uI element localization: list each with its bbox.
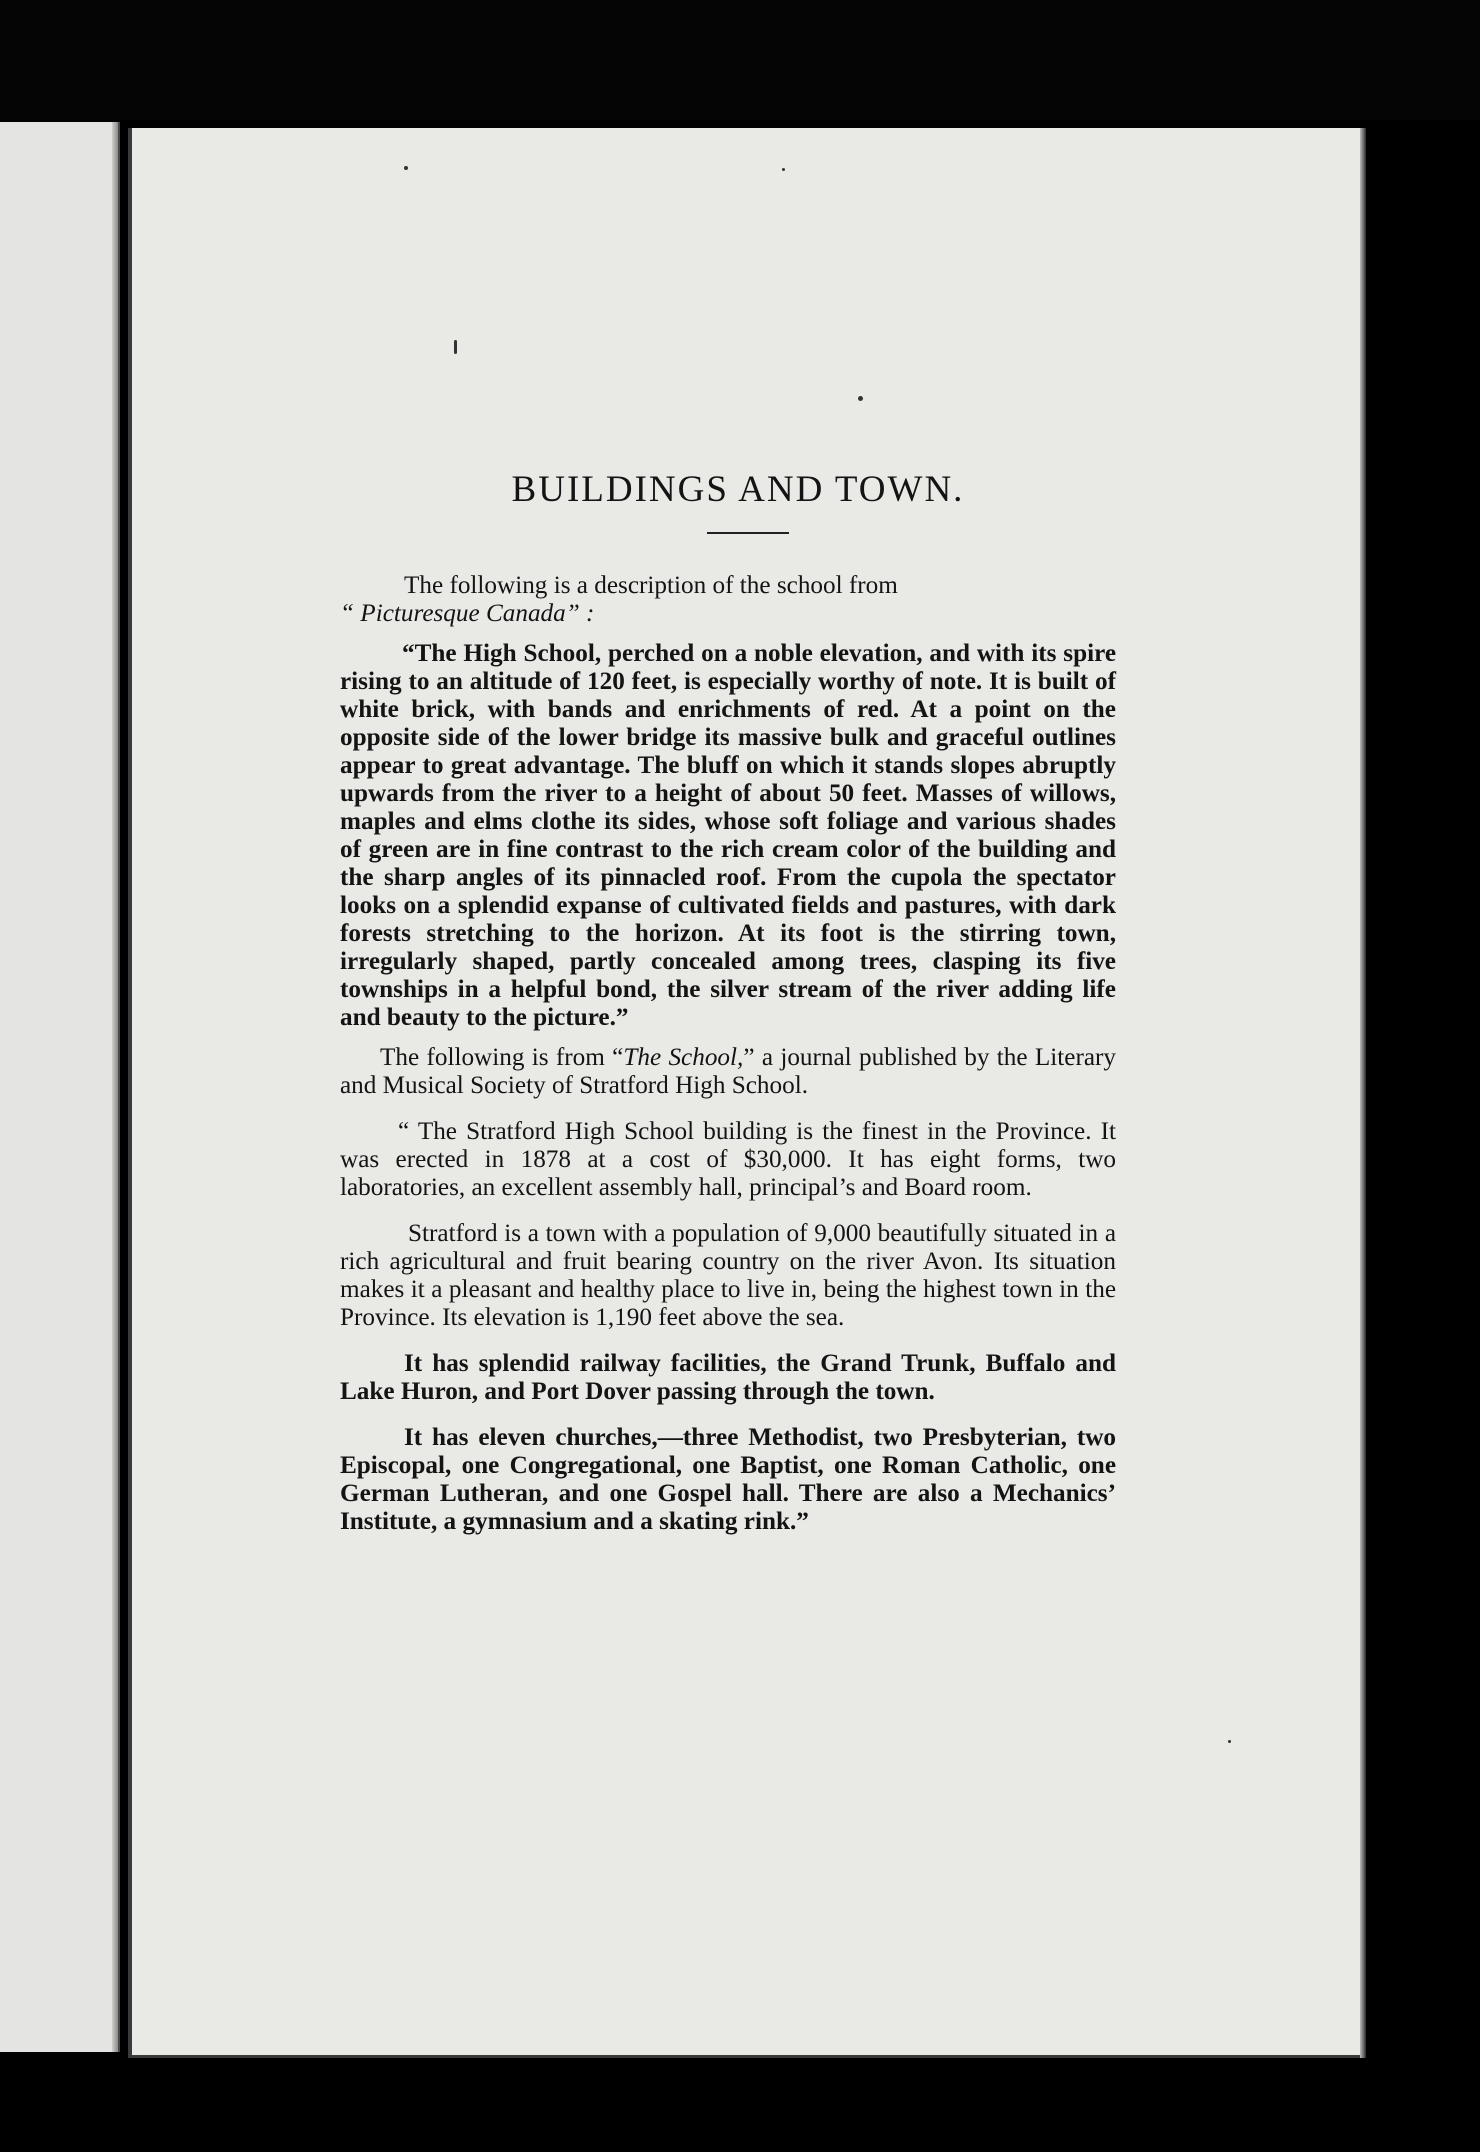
- print-speck: [858, 396, 863, 401]
- intro-text: The following is a description of the school from: [404, 572, 898, 599]
- page-body: [340, 468, 1116, 1536]
- scan-background: [0, 0, 1480, 120]
- school-building-paragraph: “ The Stratford High School building is the finest in the Province. It was erected in 1878 at a cost of $30,000. It has eight forms, two laboratories, an excellent assembly hall, principal’s and Board room.: [340, 1118, 1116, 1201]
- page-title: BUILDINGS AND TOWN.: [511, 469, 965, 510]
- churches-paragraph: It has eleven churches,—three Methodist, two Presbyterian, two Episcopal, one Congregational, one Baptist, one Roman Catholic, one German Lutheran, and one Gospel hall. There are also a Mechanics’ Institute, a gymnasium and a skating rink.”: [340, 1424, 1116, 1535]
- town-paragraph: Stratford is a town with a population of 9,000 beautifully situated in a rich agricultural and fruit bearing country on the river Avon. Its situation makes it a pleasant and healthy place to live in, being the highest town in the Province. Its elevation is 1,190 feet above the sea.: [340, 1220, 1116, 1331]
- intro-source: [340, 600, 1116, 628]
- source-title: “ Picturesque Canada” :: [340, 600, 595, 627]
- print-speck: [1228, 1740, 1231, 1743]
- school-journal-paragraph: [340, 1044, 1116, 1100]
- school-journal-rest: ” a journal published by the Literary and Musical Society of Stratford High School.: [340, 1044, 1117, 1099]
- print-speck: [454, 340, 457, 354]
- page-edge-shadow: [1360, 128, 1366, 2058]
- print-speck: [404, 166, 408, 170]
- title-divider: [707, 532, 789, 534]
- picturesque-quote-paragraph: “The High School, perched on a noble elevation, and with its spire rising to an altitude of 120 feet, is especially worthy of note. It is built of white brick, with bands and enrichments of red. At a point on the opposite side of the lower bridge its massive bulk and graceful outlines appear to great advantage. The bluff on which it stands slopes abruptly upwards from the river to a height of about 50 feet. Masses of willows, maples and elms clothe its sides, whose soft foliage and various shades of green are in fine contrast to the rich cream color of the building and the sharp angles of its pinnacled roof. From the cupola the spectator looks on a splendid expanse of cultivated fields and pastures, with dark forests stretching to the horizon. At its foot is the stirring town, irregularly shaped, partly concealed among trees, clasping its five townships in a helpful bond, the silver stream of the river adding life and beauty to the picture.”: [340, 640, 1116, 1031]
- print-speck: [782, 168, 785, 171]
- facing-page-shadow: [112, 122, 118, 2052]
- school-journal-title: The School,: [623, 1044, 744, 1071]
- facing-page-edge: [0, 122, 120, 2052]
- intro-paragraph: [340, 572, 1116, 628]
- railway-paragraph: It has splendid railway facilities, the Grand Trunk, Buffalo and Lake Huron, and Port Dover passing through the town.: [340, 1350, 1116, 1405]
- school-journal-lead: The following is from “: [380, 1044, 624, 1071]
